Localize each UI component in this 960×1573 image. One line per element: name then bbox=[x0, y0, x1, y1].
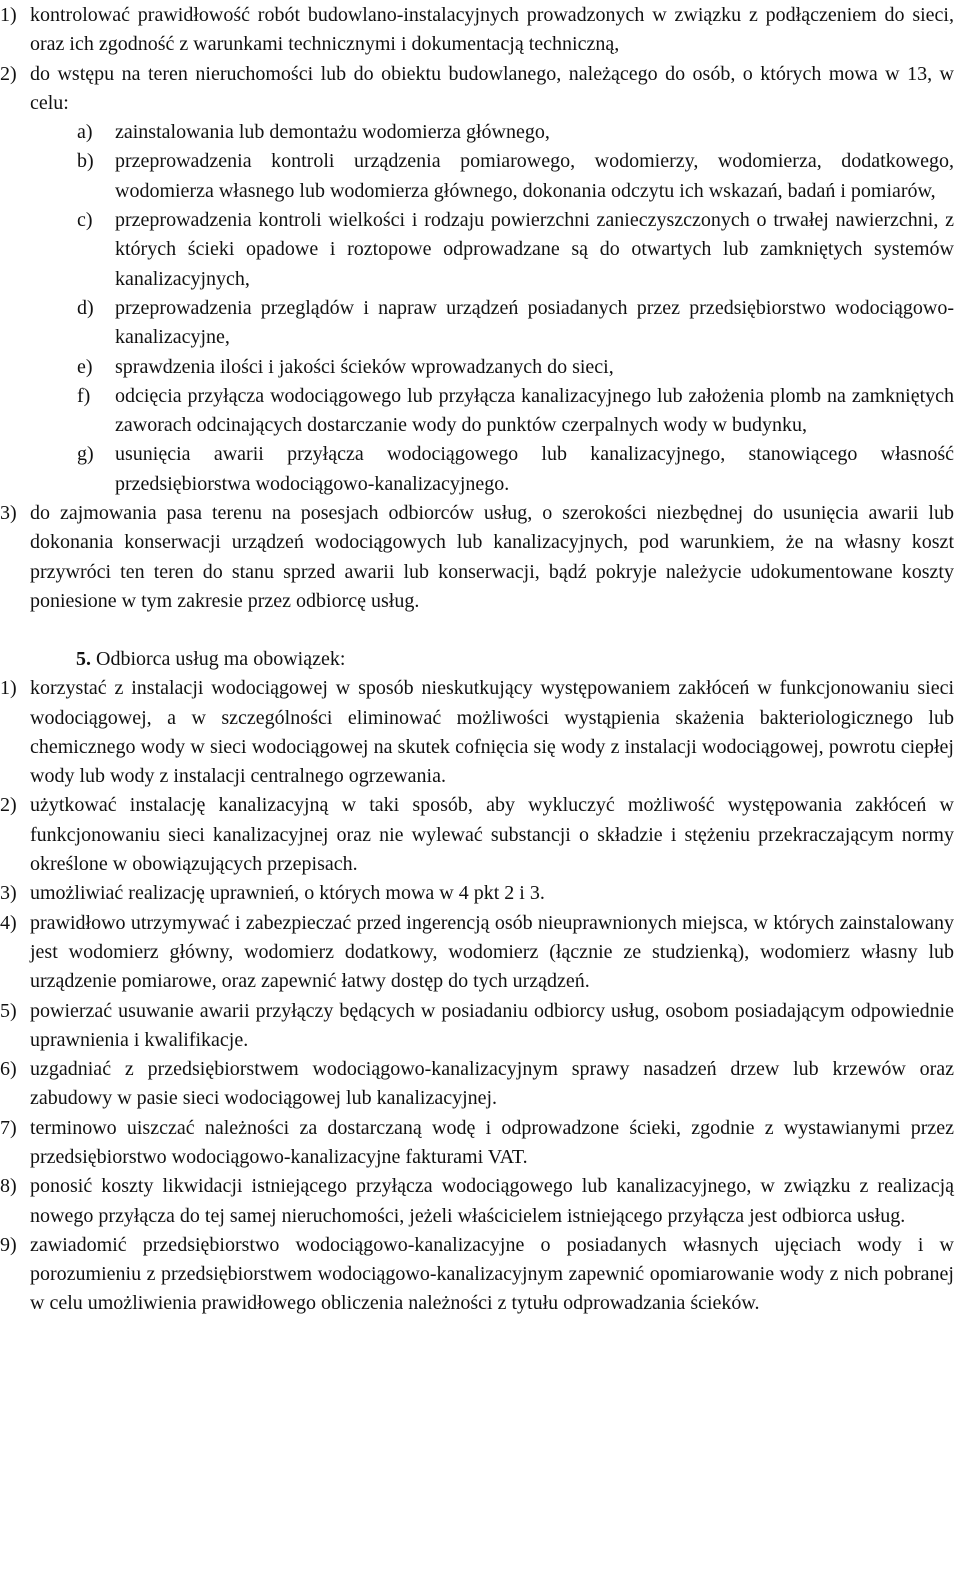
sub-item-text: usunięcia awarii przyłącza wodociągowego lub kanalizacyjnego, stanowiącego własność przedsiębiorstwa wodociągowo-kanalizacyjnego. bbox=[115, 443, 954, 495]
sub-item-text: odcięcia przyłącza wodociągowego lub przyłącza kanalizacyjnego lub założenia plomb na zamkniętych zaworach odcinających dostarczanie wody do punktów czerpalnych wody w budynku, bbox=[115, 384, 954, 437]
list-item bbox=[0, 499, 954, 616]
sub-list bbox=[0, 118, 954, 499]
sub-list-item bbox=[0, 382, 954, 441]
item-number: 5) bbox=[0, 999, 17, 1022]
item-number: 2) bbox=[0, 62, 17, 85]
item-number: 1) bbox=[0, 4, 17, 26]
sub-list-item bbox=[0, 294, 954, 353]
list-item bbox=[0, 791, 954, 879]
sub-list-item bbox=[0, 206, 954, 294]
section-heading bbox=[0, 644, 954, 674]
sub-item-letter: a) bbox=[77, 121, 93, 144]
item-text: powierzać usuwanie awarii przyłączy będących w posiadaniu odbiorcy usług, osobom posiadającym odpowiednie uprawnienia i kwalifikacje. bbox=[30, 999, 954, 1051]
item-number: 9) bbox=[0, 1233, 17, 1256]
list-item bbox=[0, 1231, 954, 1319]
list-item bbox=[0, 1, 954, 60]
sub-list-item bbox=[0, 353, 954, 382]
list-item bbox=[0, 1172, 954, 1231]
sub-item-letter: f) bbox=[77, 384, 91, 407]
list-item bbox=[0, 1114, 954, 1173]
item-text: ponosić koszty likwidacji istniejącego przyłącza wodociągowego lub kanalizacyjnego, w związku z realizacją nowego przyłącza do tej samej nieruchomości, jeżeli właścicielem istniejącego przyłącza jest odbiorca usług. bbox=[30, 1175, 954, 1227]
item-number: 8) bbox=[0, 1175, 17, 1198]
sub-item-letter: e) bbox=[77, 355, 93, 378]
list-item bbox=[0, 909, 954, 997]
sub-item-letter: c) bbox=[77, 209, 93, 232]
item-text: użytkować instalację kanalizacyjną w taki sposób, aby wykluczyć możliwość występowania zakłóceń w funkcjonowaniu sieci kanalizacyjnej oraz nie wylewać substancji o składzie i stężeniu przekraczającym normy określone w obowiązujących przepisach. bbox=[30, 794, 954, 876]
section-4-list bbox=[0, 1, 954, 616]
document-page bbox=[0, 1, 960, 1573]
sub-item-text: przeprowadzenia przeglądów i napraw urządzeń posiadanych przez przedsiębiorstwo wodociągowo-kanalizacyjne, bbox=[115, 296, 954, 349]
sub-item-text: zainstalowania lub demontażu wodomierza głównego, bbox=[115, 121, 550, 144]
sub-item-letter: g) bbox=[77, 443, 94, 466]
sub-list-item bbox=[0, 118, 954, 147]
item-text: kontrolować prawidłowość robót budowlano-instalacyjnych prowadzonych w związku z podłączeniem do sieci, oraz ich zgodność z warunkami technicznymi i dokumentacją techniczną, bbox=[30, 4, 954, 56]
item-text: prawidłowo utrzymywać i zabezpieczać przed ingerencją osób nieuprawnionych miejsca, w których zainstalowany jest wodomierz główny, wodomierz dodatkowy, wodomierz (łącznie ze studzienką), wodomierz własny lub urządzenie pomiarowe, oraz zapewnić łatwy dostęp do tych urządzeń. bbox=[30, 911, 954, 993]
item-number: 1) bbox=[0, 677, 17, 700]
item-text: korzystać z instalacji wodociągowej w sposób nieskutkujący występowaniem zakłóceń w funkcjonowaniu sieci wodociągowej, a w szczególności eliminować możliwości wystąpienia skażenia bakteriologicznego lub chemicznego wody w sieci wodociągowej na skutek cofnięcia się wody z instalacji wodociągowej, powrotu ciepłej wody lub wody z instalacji centralnego ogrzewania. bbox=[30, 677, 954, 788]
section-number: 5. bbox=[76, 648, 91, 671]
item-text: do zajmowania pasa terenu na posesjach odbiorców usług, o szerokości niezbędnej do usunięcia awarii lub dokonania konserwacji urządzeń wodociągowych lub kanalizacyjnych, pod warunkiem, że na własny koszt przywróci ten teren do stanu sprzed awarii lub konserwacji, bądź pokryje należycie udokumentowane koszty poniesione w tym zakresie przez odbiorcę usług. bbox=[30, 502, 954, 612]
list-item bbox=[0, 879, 954, 908]
sub-list-item bbox=[0, 440, 954, 499]
item-number: 6) bbox=[0, 1058, 17, 1081]
sub-item-text: przeprowadzenia kontroli urządzenia pomiarowego, wodomierzy, wodomierza, dodatkowego, wodomierza własnego lub wodomierza głównego, dokonania odczytu ich wskazań, badań i pomiarów, bbox=[115, 150, 954, 202]
sub-list-item bbox=[0, 147, 954, 206]
section-5-list bbox=[0, 674, 954, 1319]
list-item bbox=[0, 60, 954, 119]
item-text: zawiadomić przedsiębiorstwo wodociągowo-kanalizacyjne o posiadanych własnych ujęciach wody i w porozumieniu z przedsiębiorstwem wodociągowo-kanalizacyjnym zapewnić opomiarowanie wody z nich pobranej w celu umożliwienia prawidłowego obliczenia należności z tytułu odprowadzania ścieków. bbox=[30, 1233, 954, 1315]
item-number: 3) bbox=[0, 502, 17, 525]
item-number: 7) bbox=[0, 1116, 17, 1139]
item-number: 4) bbox=[0, 911, 17, 934]
item-text: uzgadniać z przedsiębiorstwem wodociągowo-kanalizacyjnym sprawy nasadzeń drzew lub krzewów oraz zabudowy w pasie sieci wodociągowej lub kanalizacyjnej. bbox=[30, 1058, 954, 1110]
sub-item-letter: d) bbox=[77, 296, 94, 319]
item-number: 2) bbox=[0, 794, 17, 817]
section-title: Odbiorca usług ma obowiązek: bbox=[96, 648, 346, 671]
list-item bbox=[0, 674, 954, 791]
item-text: umożliwiać realizację uprawnień, o których mowa w 4 pkt 2 i 3. bbox=[30, 882, 545, 905]
item-text: do wstępu na teren nieruchomości lub do obiektu budowlanego, należącego do osób, o których mowa w 13, w celu: bbox=[30, 62, 954, 114]
list-item bbox=[0, 1055, 954, 1114]
sub-item-text: przeprowadzenia kontroli wielkości i rodzaju powierzchni zanieczyszczonych o trwałej nawierzchni, z których ścieki opadowe i roztopowe odprowadzane są do otwartych lub zamkniętych systemów kanalizacyjnych, bbox=[115, 209, 954, 290]
sub-item-text: sprawdzenia ilości i jakości ścieków wprowadzanych do sieci, bbox=[115, 355, 614, 378]
item-number: 3) bbox=[0, 882, 17, 905]
list-item bbox=[0, 997, 954, 1056]
sub-item-letter: b) bbox=[77, 150, 94, 173]
item-text: terminowo uiszczać należności za dostarczaną wodę i odprowadzone ścieki, zgodnie z wystawianymi przez przedsiębiorstwo wodociągowo-kanalizacyjne fakturami VAT. bbox=[30, 1116, 954, 1168]
